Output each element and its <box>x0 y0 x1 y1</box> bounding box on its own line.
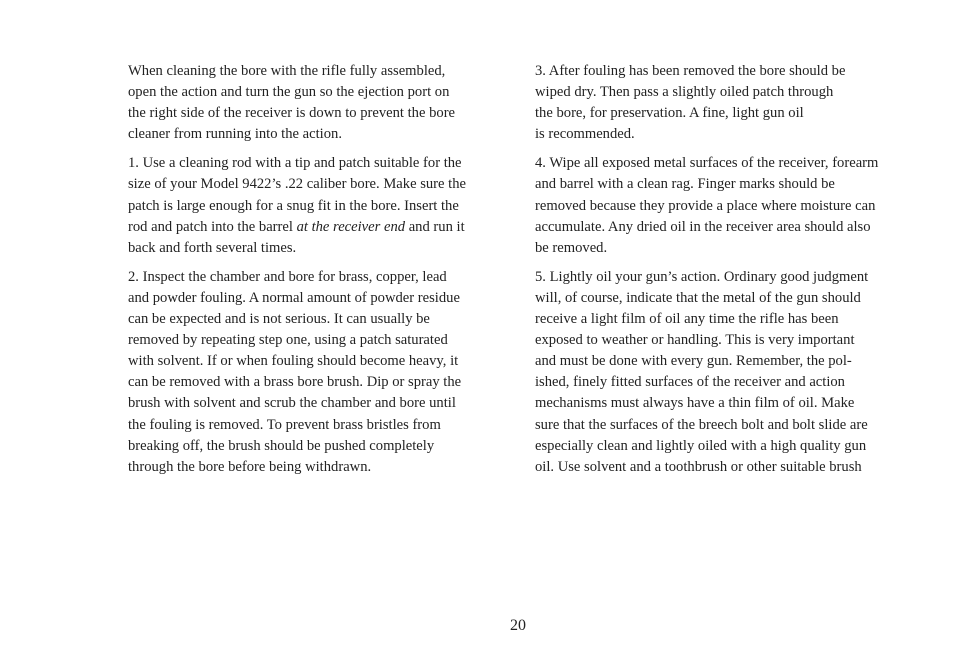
italic-emphasis: at the receiver end <box>296 218 406 235</box>
text-line: wiped dry. Then pass a slightly oiled patch through <box>535 84 834 101</box>
intro-paragraph <box>128 61 503 145</box>
text-line: especially clean and lightly oiled with a high quality gun <box>535 437 867 454</box>
text-line: size of your Model 9422’s .22 caliber bore. Make sure the <box>128 176 466 193</box>
text-line: and barrel with a clean rag. Finger marks should be <box>535 176 835 193</box>
step-4-paragraph <box>535 153 917 258</box>
text-line: will, of course, indicate that the metal of the gun should <box>535 289 861 306</box>
text-line: exposed to weather or handling. This is very important <box>535 332 855 349</box>
text-line: is recommended. <box>535 126 635 143</box>
text-line: 4. Wipe all exposed metal surfaces of the receiver, forearm <box>535 155 879 172</box>
text-line: and must be done with every gun. Remember, the pol- <box>535 353 852 370</box>
text-line: 3. After fouling has been removed the bore should be <box>535 63 846 79</box>
text-line: 5. Lightly oil your gun’s action. Ordinary good judgment <box>535 268 869 285</box>
step-1-paragraph <box>128 153 503 258</box>
step-2-paragraph <box>128 267 503 478</box>
text-line: removed by repeating step one, using a patch saturated <box>128 332 448 349</box>
text-line: open the action and turn the gun so the ejection port on <box>128 84 450 101</box>
text-line: brush with solvent and scrub the chamber and bore until <box>128 395 456 412</box>
text-line: 2. Inspect the chamber and bore for brass, copper, lead <box>128 268 447 285</box>
text-line: can be removed with a brass bore brush. Dip or spray the <box>128 374 462 391</box>
text-segment: and run it <box>405 218 465 235</box>
text-line: back and forth several times. <box>128 239 297 256</box>
text-line: patch is large enough for a snug fit in the bore. Insert the <box>128 197 459 214</box>
page-number: 20 <box>510 617 526 634</box>
step-5-paragraph <box>535 267 917 478</box>
text-line: the right side of the receiver is down to prevent the bore <box>128 105 456 122</box>
text-line: the fouling is removed. To prevent brass bristles from <box>128 416 441 433</box>
step-3-paragraph <box>535 61 917 145</box>
text-line: mechanisms must always have a thin film of oil. Make <box>535 395 855 412</box>
text-line: can be expected and is not serious. It can usually be <box>128 311 430 328</box>
text-line: breaking off, the brush should be pushed completely <box>128 437 435 454</box>
text-line: receive a light film of oil any time the rifle has been <box>535 311 839 328</box>
text-line: sure that the surfaces of the breech bolt and bolt slide are <box>535 416 868 433</box>
text-line <box>128 217 503 238</box>
text-line: cleaner from running into the action. <box>128 126 342 143</box>
text-line: removed because they provide a place where moisture can <box>535 197 876 214</box>
text-line: accumulate. Any dried oil in the receiver area should also <box>535 218 871 235</box>
text-segment: rod and patch into the barrel <box>128 218 297 235</box>
text-line: the bore, for preservation. A fine, light gun oil <box>535 105 804 122</box>
text-line: When cleaning the bore with the rifle fully assembled, <box>128 63 446 79</box>
text-line: with solvent. If or when fouling should become heavy, it <box>128 353 459 370</box>
text-line: and powder fouling. A normal amount of powder residue <box>128 289 460 306</box>
text-line: be removed. <box>535 239 608 256</box>
text-line: ished, finely fitted surfaces of the receiver and action <box>535 374 845 391</box>
text-line: through the bore before being withdrawn. <box>128 458 372 475</box>
right-column <box>535 61 917 486</box>
text-line: oil. Use solvent and a toothbrush or other suitable brush <box>535 458 862 475</box>
left-column <box>128 61 503 486</box>
text-line: 1. Use a cleaning rod with a tip and patch suitable for the <box>128 155 462 172</box>
